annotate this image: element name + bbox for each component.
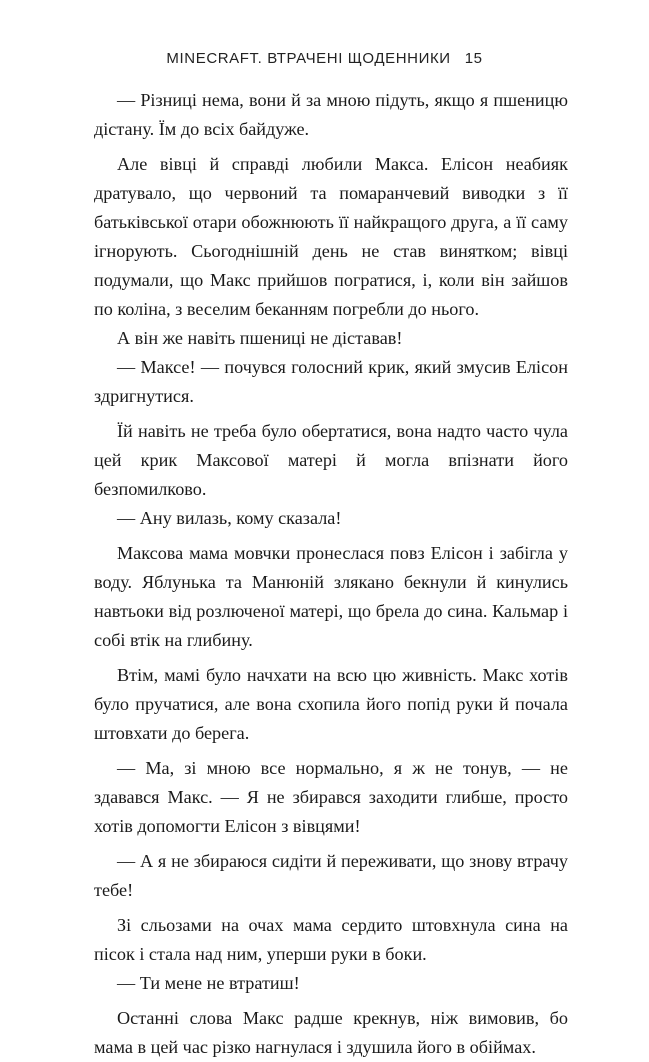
paragraph: — Максе! — почувся голосний крик, який змусив Елісон здригнутися. xyxy=(94,357,568,406)
paragraph: Їй навіть не треба було обертатися, вона надто часто чула цей крик Максової матері й могла впізнати його безпомилково. xyxy=(94,421,568,499)
body-text xyxy=(94,86,568,1062)
paragraph: Але вівці й справді любили Макса. Елісон неабияк дратувало, що червоний та помаранчевий виводки з її батьківської отари обожнюють її найкращого друга, а її саму ігнорують. Сьогоднішній день не став винятком; вівці подумали, що Макс прийшов погратися, і, коли він зайшов по коліна, з веселим беканням погребли до нього. xyxy=(94,154,568,319)
page-number: 15 xyxy=(464,50,483,67)
paragraph: — Різниці нема, вони й за мною підуть, якщо я пшеницю дістану. Їм до всіх байдуже. xyxy=(94,90,568,139)
paragraph: — Ану вилазь, кому сказала! xyxy=(117,508,342,528)
book-title: MINECRAFT. ВТРАЧЕНІ ЩОДЕННИКИ xyxy=(166,50,451,67)
paragraph: Зі сльозами на очах мама сердито штовхнула сина на пісок і стала над ним, уперши руки в боки. xyxy=(94,915,568,964)
paragraph: Втім, мамі було начхати на всю цю живність. Макс хотів було пручатися, але вона схопила його попід руки й почала штовхати до берега. xyxy=(94,665,568,743)
running-header xyxy=(0,50,649,67)
paragraph: — А я не збираюся сидіти й переживати, що знову втрачу тебе! xyxy=(94,851,568,900)
paragraph: Останні слова Макс радше крекнув, ніж вимовив, бо мама в цей час різко нагнулася і здушила його в обіймах. xyxy=(94,1008,568,1057)
paragraph: — Ти мене не втратиш! xyxy=(117,973,300,993)
paragraph: — Ма, зі мною все нормально, я ж не тонув, — не здавався Макс. — Я не збирався заходити глибше, просто хотів допомогти Елісон з вівцями! xyxy=(94,758,568,836)
paragraph: А він же навіть пшениці не діставав! xyxy=(117,328,403,348)
paragraph: Максова мама мовчки пронеслася повз Елісон і забігла у воду. Яблунька та Манюній злякано бекнули й кинулись навтьоки від розлюченої матері, що брела до сина. Кальмар і собі втік на глибину. xyxy=(94,543,568,650)
